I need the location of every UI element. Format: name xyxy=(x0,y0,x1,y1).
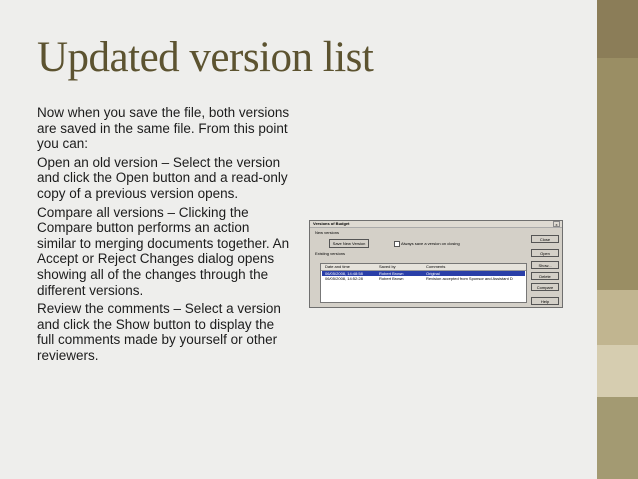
show-button[interactable]: Show... xyxy=(531,261,559,269)
slide-title: Updated version list xyxy=(37,34,374,81)
row-saved-by: Robert Brown xyxy=(379,271,404,276)
paragraph-intro: Now when you save the file, both versions are saved in the same file. From this point you can: xyxy=(37,105,290,152)
versions-dialog-screenshot xyxy=(309,220,563,308)
row-comment: Revision accepted from Sponsor and Assistant D xyxy=(426,276,513,281)
row-saved-by: Robert Brown xyxy=(379,276,404,281)
decor-bar-lighter xyxy=(597,345,638,397)
close-button[interactable]: Close xyxy=(531,235,559,243)
always-save-checkbox[interactable] xyxy=(394,241,400,247)
paragraph-open-version: Open an old version – Select the version and click the Open button and a read-only copy of a previous version opens. xyxy=(37,154,288,201)
dialog-titlebar xyxy=(310,221,562,228)
decor-bar-top xyxy=(597,0,638,58)
column-date[interactable]: Date and time xyxy=(325,264,350,269)
column-saved-by[interactable]: Saved by xyxy=(379,264,396,269)
open-button[interactable]: Open xyxy=(531,249,559,257)
row-date: 06/05/2008, 14:52:28 xyxy=(325,276,363,281)
paragraph-review-comments: Review the comments – Select a version and click the Show button to display the full comments made by yourself or other reviewers. xyxy=(37,301,281,363)
save-new-version-button[interactable]: Save New Version xyxy=(329,239,369,248)
paragraph-compare-versions: Compare all versions – Clicking the Compare button performs an action similar to merging documents together. An Accept or Reject Changes dialog opens showing all of the changes through the different versions. xyxy=(37,204,290,298)
versions-list[interactable] xyxy=(320,263,527,303)
help-button[interactable]: Help xyxy=(531,297,559,305)
existing-versions-label: Existing versions xyxy=(315,251,346,256)
compare-button[interactable]: Compare xyxy=(531,283,559,291)
delete-button[interactable]: Delete xyxy=(531,272,559,280)
column-comments[interactable]: Comments xyxy=(426,264,446,269)
decor-bar-light xyxy=(597,290,638,345)
decor-bar-bottom xyxy=(597,397,638,479)
decor-bar-mid xyxy=(597,58,638,290)
always-save-label: Always save a version on closing xyxy=(401,241,460,246)
version-row[interactable] xyxy=(322,276,525,281)
dialog-title: Versions of Budget xyxy=(313,221,350,226)
row-comment: Original xyxy=(426,271,440,276)
list-header xyxy=(321,264,526,271)
new-versions-label: New versions xyxy=(315,230,340,235)
dialog-close-icon[interactable]: x xyxy=(553,221,560,227)
slide-body xyxy=(37,105,292,367)
row-date: 06/05/2008, 14:48:58 xyxy=(325,271,363,276)
